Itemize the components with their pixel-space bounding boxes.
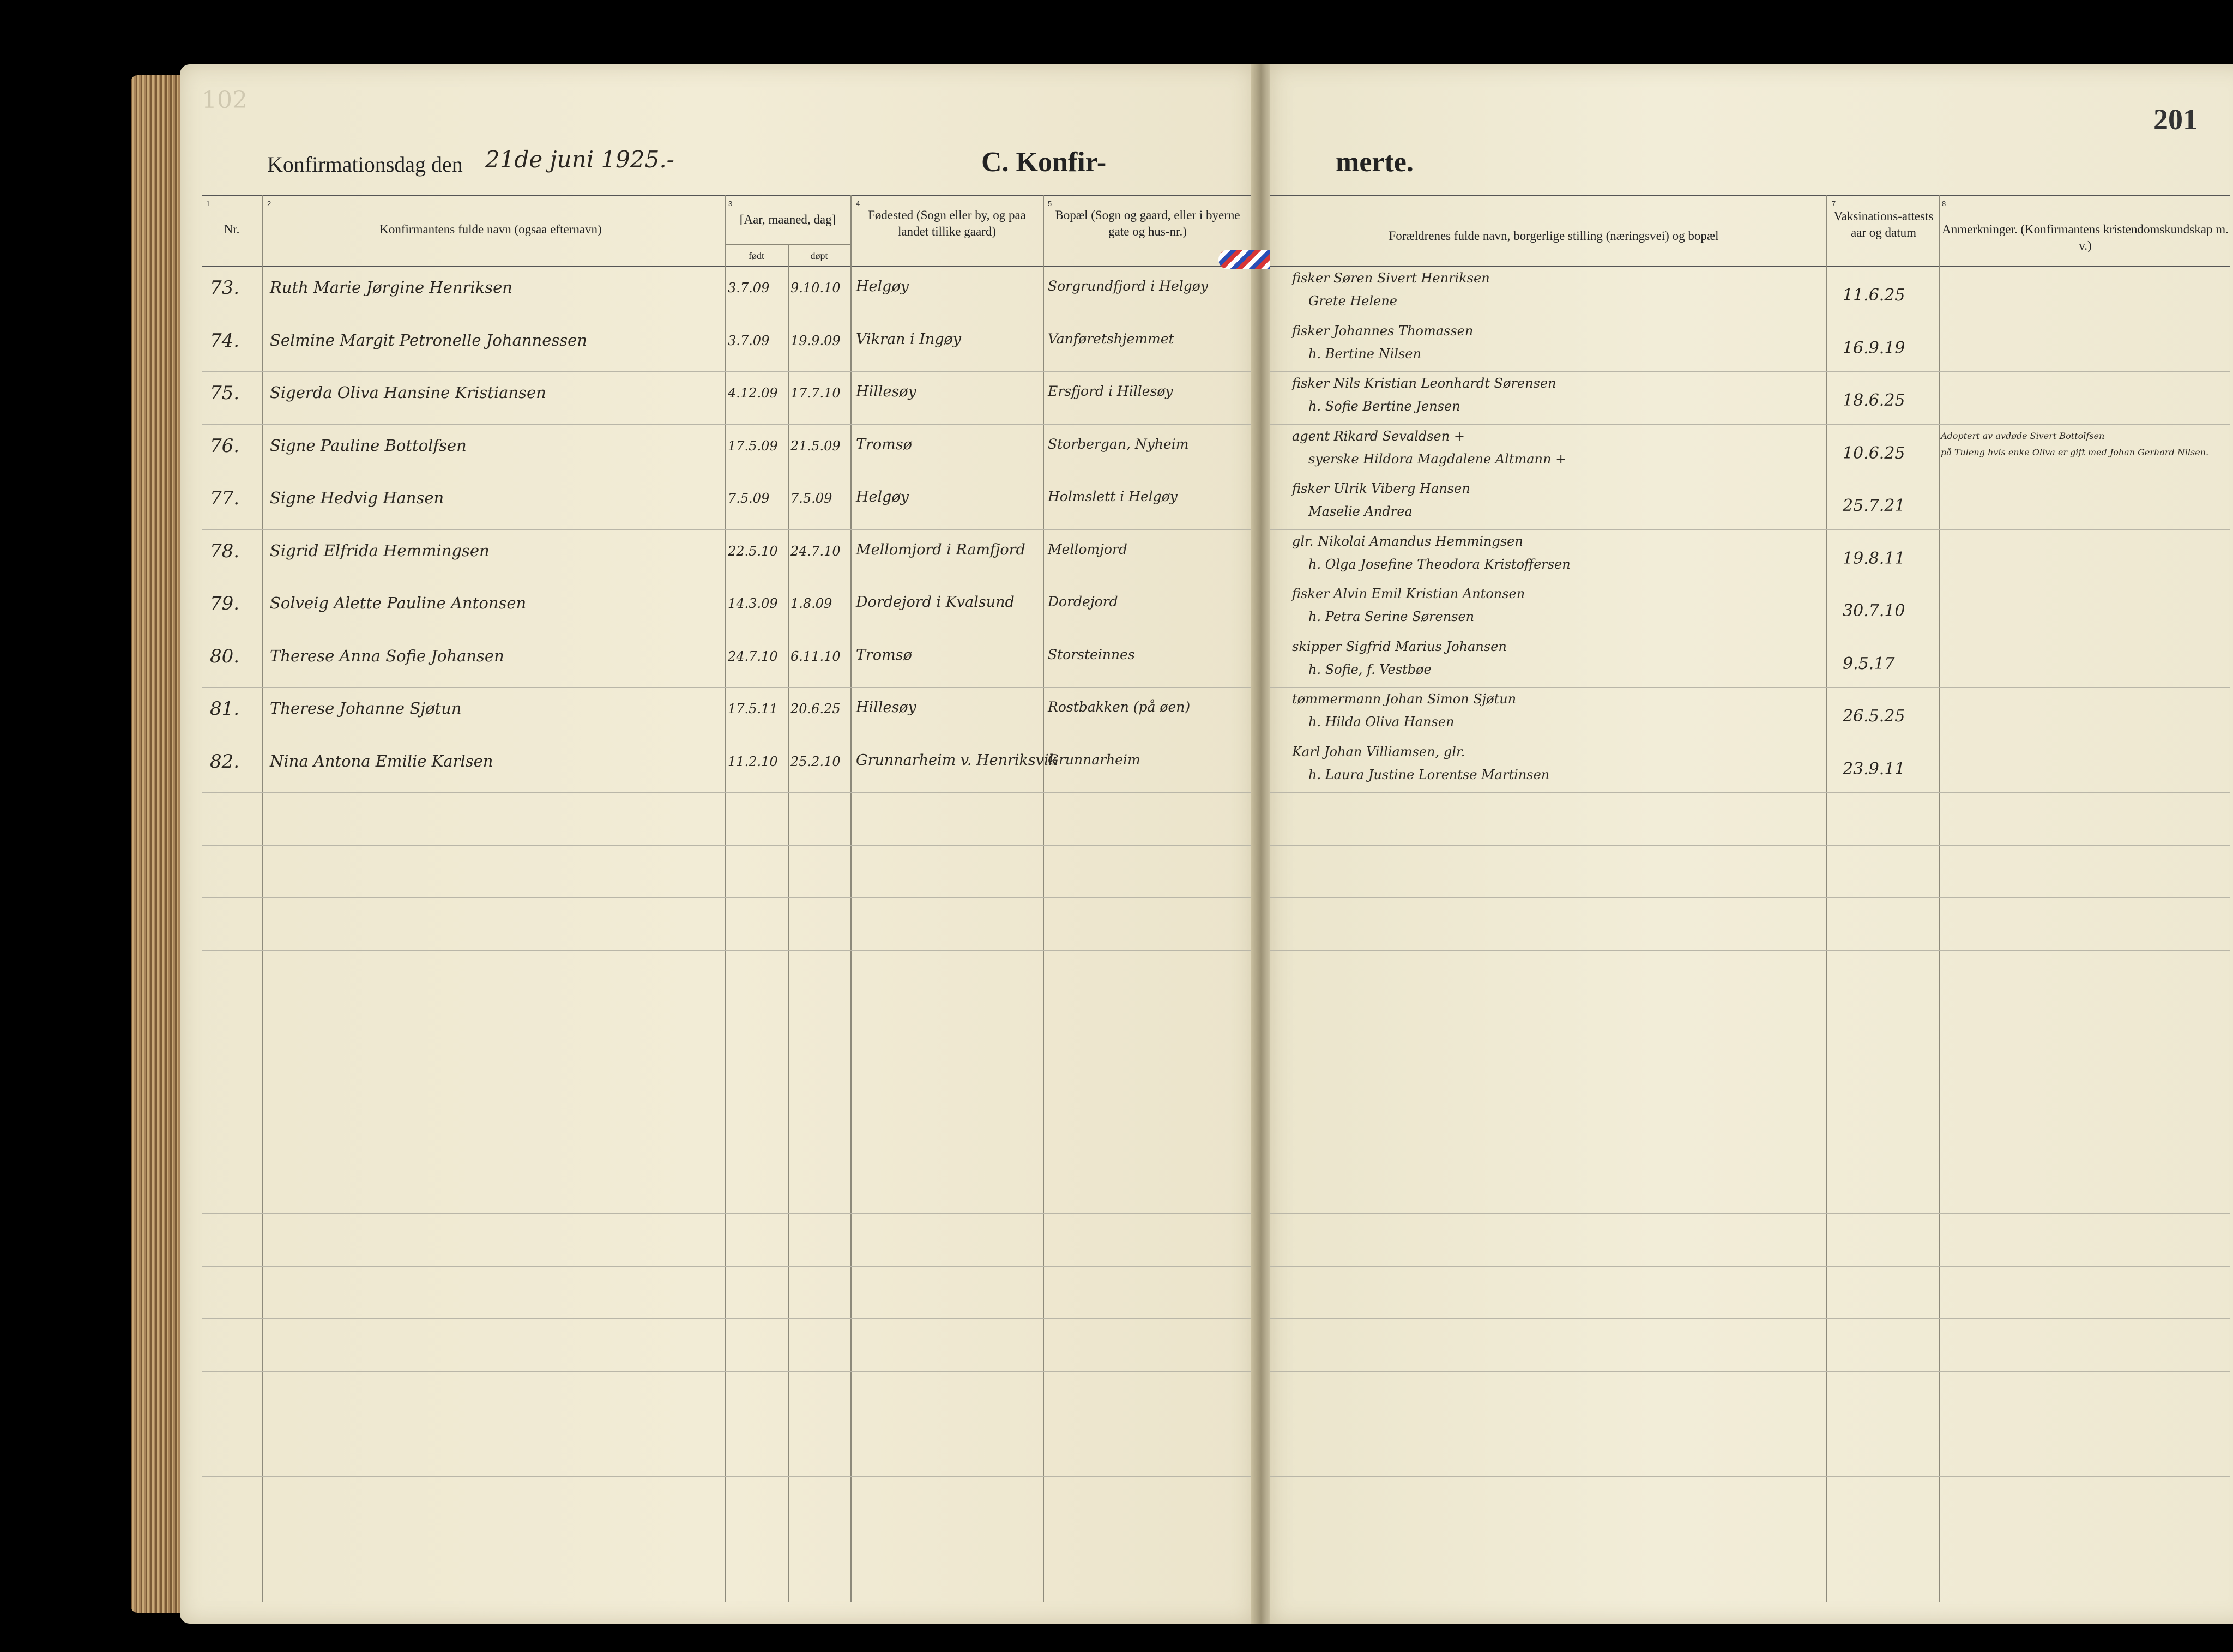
col-date: [Aar, maaned, dag] <box>739 213 836 226</box>
rule-line <box>202 792 1254 793</box>
parents-line-2: h. Petra Serine Sørensen <box>1308 609 1475 624</box>
parents-line-2: h. Olga Josefine Theodora Kristoffersen <box>1308 556 1571 572</box>
parents-line-1: Karl Johan Villiamsen, glr. <box>1292 744 1465 759</box>
col-parents: Forældrenes fulde navn, borgerlige stilling (næringsvei) og bopæl <box>1389 229 1719 243</box>
rule-line <box>1270 1213 2230 1214</box>
col-nr: Nr. <box>224 222 240 236</box>
residence: Dordejord <box>1048 594 1118 610</box>
rule-line <box>1270 845 2230 846</box>
parents-line-1: tømmermann Johan Simon Sjøtun <box>1292 691 1517 707</box>
confirmand-name: Signe Hedvig Hansen <box>270 489 444 507</box>
birthplace: Tromsø <box>856 646 912 664</box>
parents-line-2: h. Laura Justine Lorentse Martinsen <box>1308 767 1550 782</box>
rule-line <box>202 687 1254 688</box>
confirmand-name: Ruth Marie Jørgine Henriksen <box>270 278 512 297</box>
rule-line <box>202 950 1254 951</box>
right-page: merte. 201 Forældrenes fulde navn, borgerlige stilling (næringsvei) og bopæl 7 Vaksinations-attests aar og datum 8 Anmerkninger. (Konfirmantens kristendomskundskap m. v.) fisker Søren Sivert Henriksen Grete Helene 11.6.25 fisker Johannes Thomassen h. Bertine Nilsen 16.9.19 fisker Nils Kristian Leonhardt Sørensen h. Sofie Bertine Jensen 18.6.25 agent Rikard Sevaldsen + syerske Hildora Magdalene Altmann + 10.6.25 Adoptert av avdøde Sivert Bottolfsen på Tuleng hvis enke Oliva er gift med Johan Gerhard Nilsen. fisker Ulrik Viberg Hansen Maselie Andrea 25.7.21 glr. Nikolai Amandus Hemmingsen h. Olga Josefine Theodora Kristoffersen 19.8.11 fisker Alvin Emil Kristian Antonsen h. Petra Serine Sørensen 30.7.10 skipper Sigfrid Marius Johansen h. Sofie, f. Vestbøe 9.5.17 tømmermann Johan Simon Sjøtun h. Hilda Oliva Hansen 26.5.25 Karl Johan Villiamsen, glr. h. Laura Justine Lorentse Martinsen 23.9.11 <box>1270 64 2233 1624</box>
residence: Storsteinnes <box>1048 646 1135 662</box>
parents-line-2: Maselie Andrea <box>1308 504 1413 519</box>
book-spine <box>1251 64 1273 1624</box>
rule-line <box>1270 792 2230 793</box>
rule-line <box>1270 1476 2230 1477</box>
confirmand-name: Sigerda Oliva Hansine Kristiansen <box>270 383 546 402</box>
rule-line <box>202 1213 1254 1214</box>
page-number: 201 <box>2153 103 2198 136</box>
row-number: 73. <box>210 277 240 299</box>
parents-line-1: fisker Ulrik Viberg Hansen <box>1292 481 1470 496</box>
vaccination-date: 16.9.19 <box>1843 338 1905 358</box>
confirmand-name: Selmine Margit Petronelle Johannessen <box>270 330 587 349</box>
born-date: 3.7.09 <box>728 333 770 348</box>
col-birthplace: Fødested (Sogn eller by, og paa landet tillike gaard) <box>868 208 1026 238</box>
parents-line-1: glr. Nikolai Amandus Hemmingsen <box>1292 533 1523 549</box>
baptized-date: 7.5.09 <box>790 491 832 506</box>
rule-line <box>1270 950 2230 951</box>
parents-line-2: h. Sofie, f. Vestbøe <box>1308 661 1432 677</box>
birthplace: Tromsø <box>856 436 912 453</box>
remarks-line-1: Adoptert av avdøde Sivert Bottolfsen <box>1941 430 2105 441</box>
born-date: 3.7.09 <box>728 280 770 296</box>
baptized-date: 25.2.10 <box>790 753 841 769</box>
born-date: 14.3.09 <box>728 596 778 611</box>
residence: Grunnarheim <box>1048 751 1140 768</box>
parents-line-2: Grete Helene <box>1308 293 1397 309</box>
residence: Vanføretshjemmet <box>1048 330 1174 347</box>
rule-line <box>1270 1318 2230 1319</box>
row-number: 74. <box>210 329 240 352</box>
birthplace: Dordejord i Kvalsund <box>856 594 1015 611</box>
born-date: 22.5.10 <box>728 543 778 559</box>
birthplace: Grunnarheim v. Henriksvik <box>856 751 1058 769</box>
rule-line <box>202 529 1254 530</box>
register-book <box>131 64 2229 1624</box>
rule-line <box>1270 687 2230 688</box>
born-date: 24.7.10 <box>728 648 778 664</box>
birthplace: Vikran i Ingøy <box>856 330 962 348</box>
residence: Storbergan, Nyheim <box>1048 436 1189 452</box>
rule-line <box>202 424 1254 425</box>
born-date: 17.5.11 <box>728 701 778 716</box>
parents-line-1: fisker Søren Sivert Henriksen <box>1292 270 1490 286</box>
left-page: 102 Konfirmationsdag den 21de juni 1925.- C. Konfir- 1 Nr. 2 Konfirmantens fulde navn (ogsaa efternavn) 3 [Aar, maaned, dag] født døpt 4 Fødested (Sogn eller by, og paa landet tillike gaard) 5 Bopæl (Sogn og gaard, eller i byerne gate og hus-nr.) 73. Ruth Marie Jørgine Henriksen 3.7.09 9.10.10 Helgøy Sorgrundfjord i Helgøy 74. Selmine Margit Petronelle Johannessen 3.7.09 19.9.09 Vikran i Ingøy Vanføretshjemmet 75. Sigerda Oliva Hansine Kristiansen 4.12.09 17.7.10 Hillesøy Ersfjord i Hillesøy 76. Signe Pauline Bottolfsen 17.5.09 21.5.09 Tromsø Storbergan, Nyheim 77. Signe Hedvig Hansen 7.5.09 7.5.09 Helgøy Holmslett i Helgøy 78. Sigrid Elfrida Hemmingsen 22.5.10 24.7.10 Mellomjord i Ramfjord Mellomjord 79. Solveig Alette Pauline Antonsen 14.3.09 1.8.09 Dordejord i Kvalsund Dordejord 80. Therese Anna Sofie Johansen 24.7.10 6.11.10 Tromsø Storsteinnes 81. Therese Johanne Sjøtun 17.5.11 20.6.25 Hillesøy Rostbakken (på øen) 82. Nina Antona Emilie Karlsen 11.2.10 25.2.10 Grunnarheim v. Henriksvik Grunnarheim <box>180 64 1254 1624</box>
confirmand-name: Sigrid Elfrida Hemmingsen <box>270 541 490 560</box>
confirmand-name: Therese Johanne Sjøtun <box>270 699 462 718</box>
col-baptized: døpt <box>810 250 828 261</box>
baptized-date: 20.6.25 <box>790 701 841 716</box>
rule-line <box>202 1476 1254 1477</box>
rule-line <box>1270 529 2230 530</box>
parents-line-1: fisker Johannes Thomassen <box>1292 323 1474 339</box>
rule-line <box>202 897 1254 898</box>
birthplace: Helgøy <box>856 489 909 505</box>
parents-line-1: fisker Alvin Emil Kristian Antonsen <box>1292 586 1525 601</box>
row-number: 79. <box>210 593 240 614</box>
baptized-date: 9.10.10 <box>790 280 841 296</box>
born-date: 17.5.09 <box>728 438 778 454</box>
baptized-date: 19.9.09 <box>790 333 841 348</box>
born-date: 7.5.09 <box>728 491 770 506</box>
rule-line <box>1270 1371 2230 1372</box>
rule-line <box>202 1371 1254 1372</box>
residence: Rostbakken (på øen) <box>1048 699 1191 715</box>
parents-line-2: h. Bertine Nilsen <box>1308 346 1421 361</box>
confirmand-name: Solveig Alette Pauline Antonsen <box>270 594 527 612</box>
row-number: 77. <box>210 487 240 509</box>
ghost-page-number: 102 <box>202 86 248 114</box>
birthplace: Hillesøy <box>856 699 916 716</box>
parents-line-1: fisker Nils Kristian Leonhardt Sørensen <box>1292 376 1556 391</box>
parents-line-1: agent Rikard Sevaldsen + <box>1292 428 1465 444</box>
vaccination-date: 25.7.21 <box>1843 496 1905 515</box>
row-number: 76. <box>210 435 240 457</box>
col-residence: Bopæl (Sogn og gaard, eller i byerne gate og hus-nr.) <box>1055 208 1240 238</box>
birthplace: Helgøy <box>856 278 909 295</box>
vaccination-date: 30.7.10 <box>1843 601 1905 620</box>
row-number: 78. <box>210 540 240 562</box>
confirmation-date: 21de juni 1925.- <box>485 146 674 173</box>
vaccination-date: 9.5.17 <box>1843 654 1895 673</box>
col-remarks: Anmerkninger. (Konfirmantens kristendomskundskap m. v.) <box>1942 222 2229 252</box>
col-born: født <box>749 250 764 261</box>
vaccination-date: 23.9.11 <box>1843 759 1905 779</box>
row-number: 81. <box>210 698 240 720</box>
row-number: 80. <box>210 645 240 667</box>
section-title-left: C. Konfir- <box>981 147 1107 178</box>
baptized-date: 1.8.09 <box>790 596 832 611</box>
baptized-date: 24.7.10 <box>790 543 841 559</box>
parents-line-1: skipper Sigfrid Marius Johansen <box>1292 638 1507 654</box>
rule-line <box>1270 1266 2230 1267</box>
birthplace: Hillesøy <box>856 383 916 400</box>
parents-line-2: h. Sofie Bertine Jensen <box>1308 399 1460 414</box>
baptized-date: 17.7.10 <box>790 385 841 401</box>
vaccination-date: 10.6.25 <box>1843 443 1905 463</box>
residence: Ersfjord i Hillesøy <box>1048 383 1173 399</box>
col-vaccination: Vaksinations-attests aar og datum <box>1833 209 1934 239</box>
col-full-name: Konfirmantens fulde navn (ogsaa efternavn) <box>379 222 602 236</box>
row-number: 82. <box>210 750 240 773</box>
vaccination-date: 18.6.25 <box>1843 391 1905 410</box>
confirmand-name: Therese Anna Sofie Johansen <box>270 646 504 665</box>
baptized-date: 6.11.10 <box>790 648 841 664</box>
residence: Holmslett i Helgøy <box>1048 489 1178 504</box>
rule-line <box>202 1318 1254 1319</box>
rule-line <box>202 845 1254 846</box>
page-edges <box>131 75 183 1613</box>
rule-line <box>1270 371 2230 372</box>
rule-line <box>1270 897 2230 898</box>
confirmand-name: Nina Antona Emilie Karlsen <box>270 751 493 770</box>
parents-line-2: syerske Hildora Magdalene Altmann + <box>1308 451 1567 467</box>
rule-line <box>202 371 1254 372</box>
confirmand-name: Signe Pauline Bottolfsen <box>270 436 467 455</box>
residence: Mellomjord <box>1048 541 1127 557</box>
confirmation-label: Konfirmationsdag den <box>267 152 463 177</box>
vaccination-date: 11.6.25 <box>1843 286 1905 305</box>
remarks-line-2: på Tuleng hvis enke Oliva er gift med Johan Gerhard Nilsen. <box>1941 447 2209 457</box>
section-title-right: merte. <box>1336 147 1414 178</box>
row-number: 75. <box>210 382 240 404</box>
rule-line <box>1270 424 2230 425</box>
vaccination-date: 26.5.25 <box>1843 707 1905 726</box>
vaccination-date: 19.8.11 <box>1843 548 1905 568</box>
residence: Sorgrundfjord i Helgøy <box>1048 278 1208 294</box>
parents-line-2: h. Hilda Oliva Hansen <box>1308 714 1455 729</box>
birthplace: Mellomjord i Ramfjord <box>856 541 1025 558</box>
rule-line <box>202 1266 1254 1267</box>
born-date: 11.2.10 <box>728 753 778 769</box>
baptized-date: 21.5.09 <box>790 438 841 454</box>
born-date: 4.12.09 <box>728 385 778 401</box>
